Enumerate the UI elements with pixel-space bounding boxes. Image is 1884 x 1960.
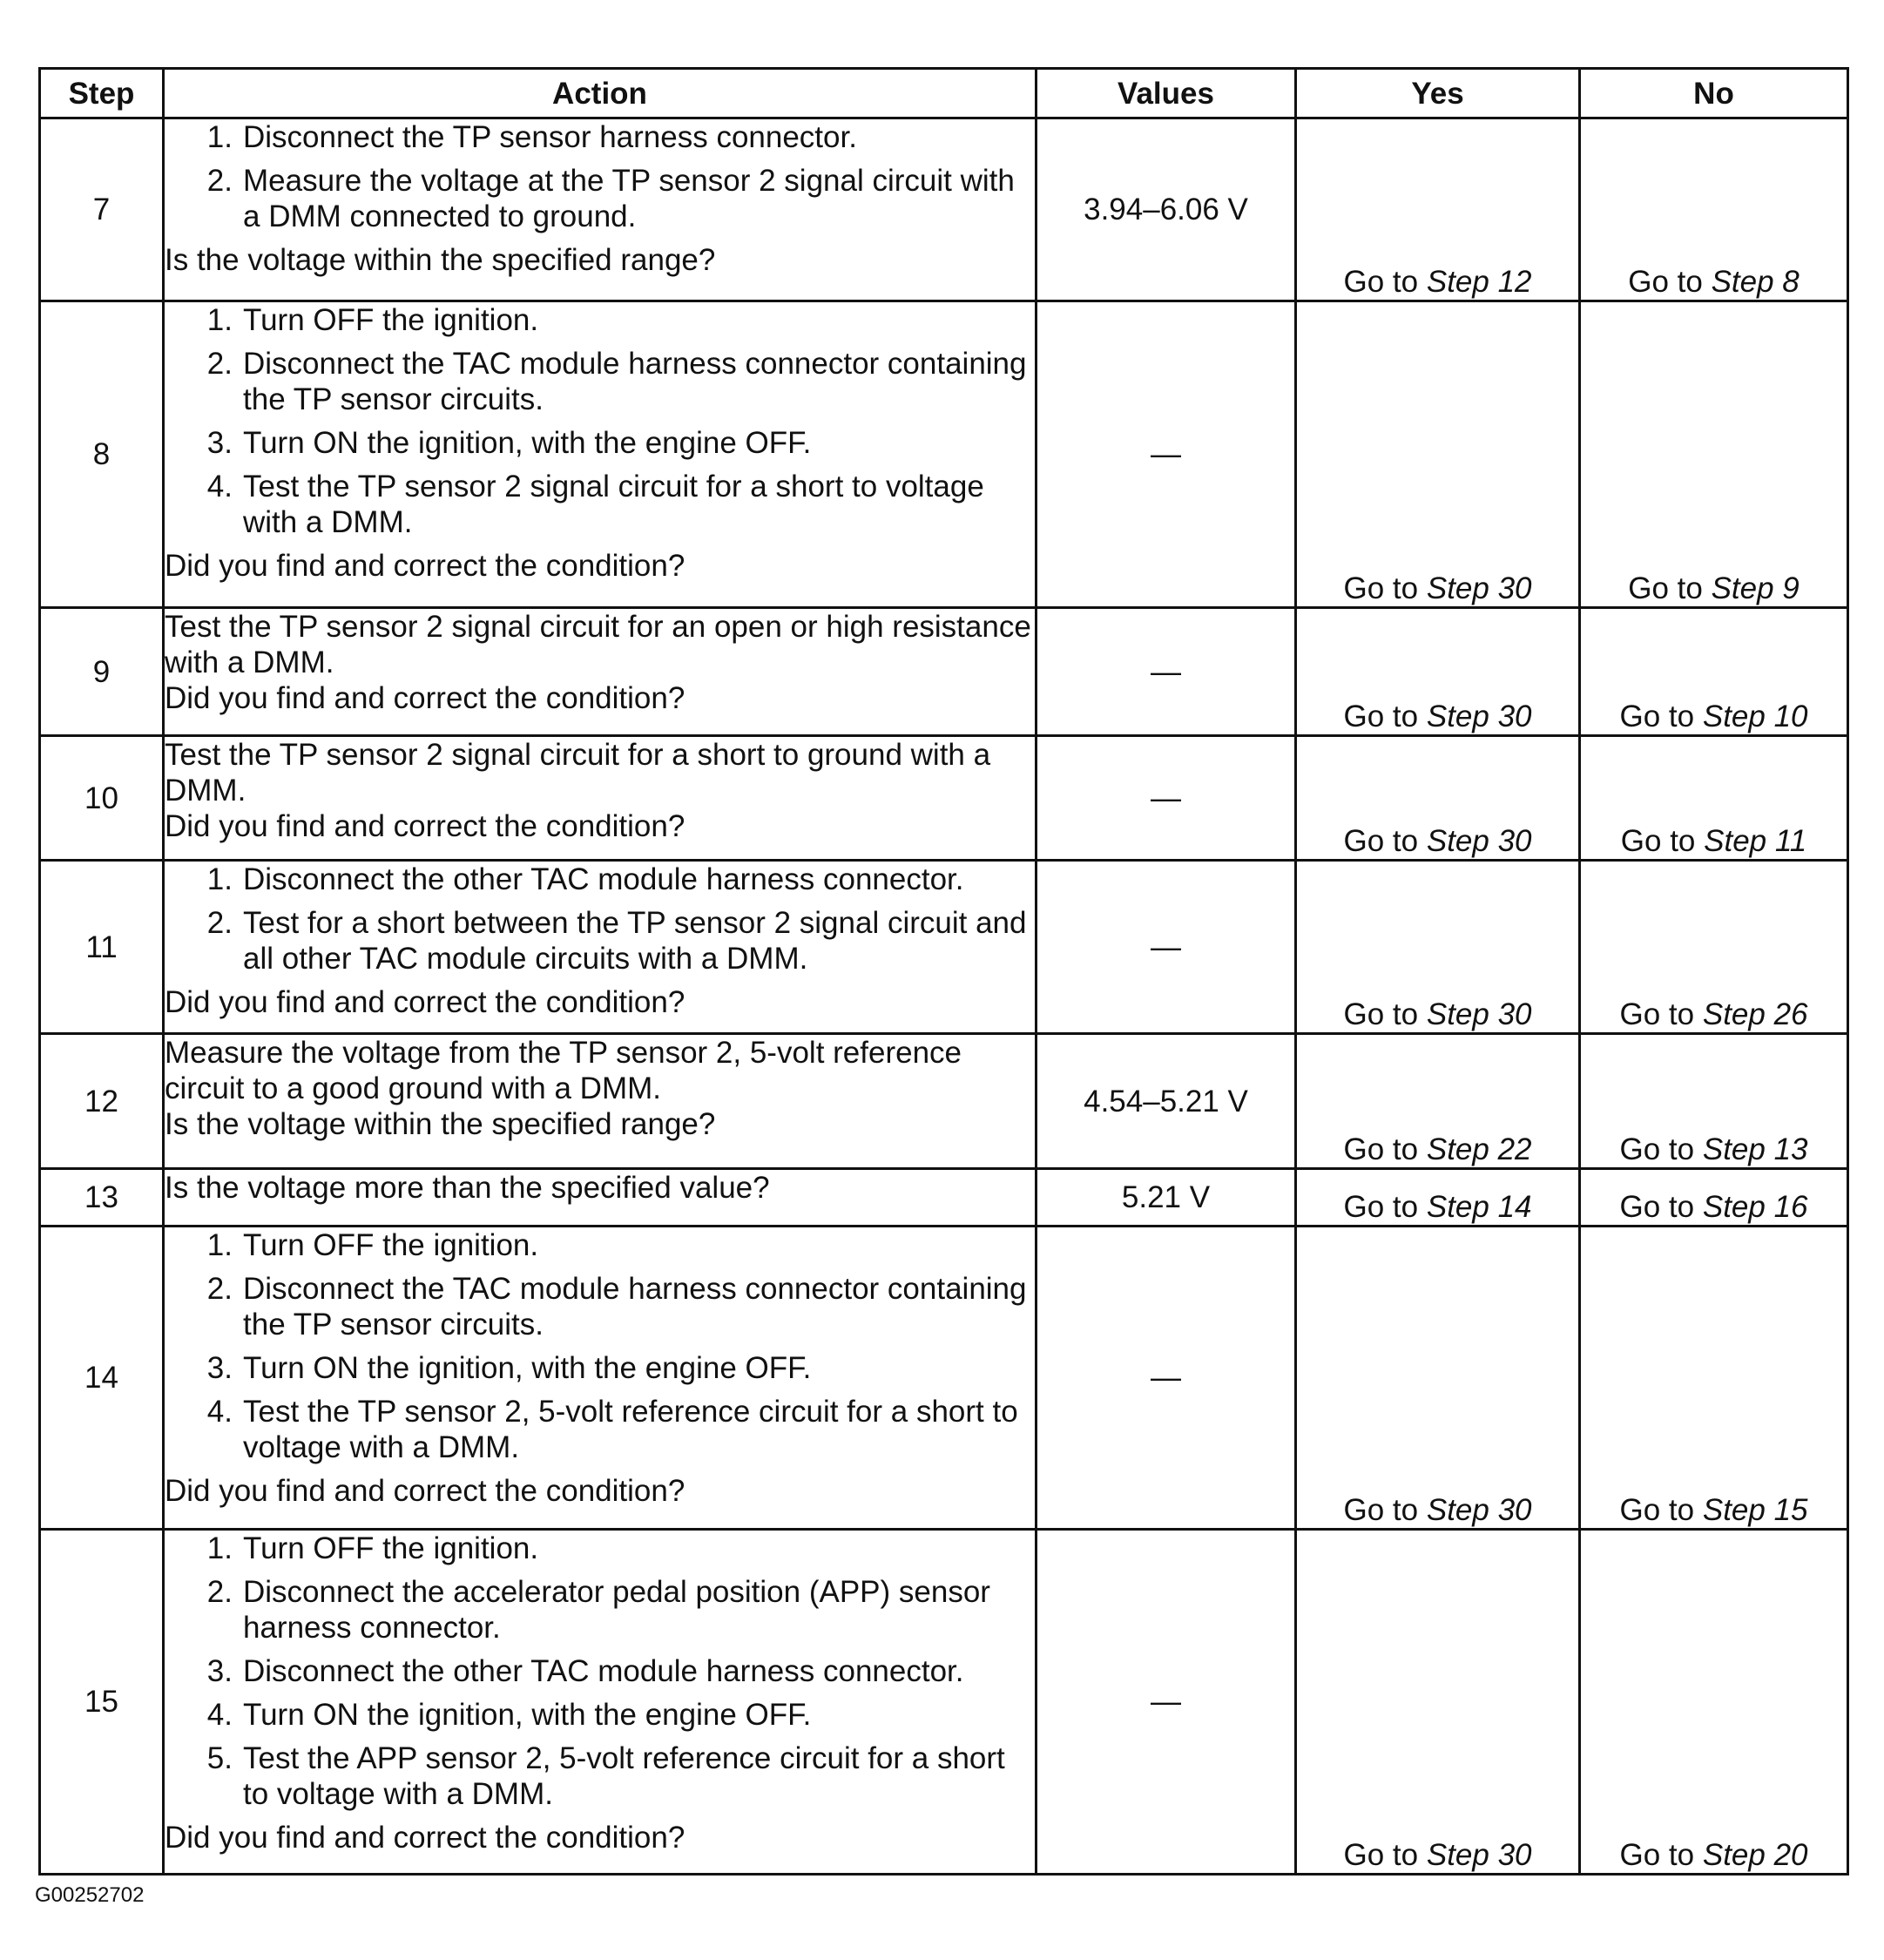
- step-number: 7: [40, 118, 164, 301]
- goto-no: [1628, 571, 1800, 605]
- action-steps-list: [165, 1227, 1035, 1465]
- goto-no: [1620, 997, 1808, 1031]
- no-cell: [1580, 1034, 1848, 1169]
- goto-yes: [1344, 571, 1532, 605]
- action-cell: [164, 1169, 1037, 1227]
- diagnostic-table: [38, 67, 1849, 1876]
- goto-prefix: Go to: [1619, 1838, 1695, 1872]
- action-step-number: 3.: [206, 1351, 233, 1385]
- action-step-text: Test the TP sensor 2 signal circuit for a short to voltage with a DMM.: [243, 470, 984, 539]
- action-step-text: Turn OFF the ignition.: [243, 1531, 539, 1565]
- action-step: [165, 1574, 1035, 1646]
- goto-prefix: Go to: [1343, 265, 1419, 299]
- action-cell: [164, 736, 1037, 861]
- goto-step-ref: Step 16: [1702, 1190, 1808, 1224]
- action-step-text: Turn ON the ignition, with the engine OFF.: [243, 426, 812, 460]
- yes-cell: [1296, 608, 1580, 736]
- action-step-text: Test the APP sensor 2, 5-volt reference circuit for a short to voltage with a DMM.: [243, 1741, 1005, 1811]
- goto-step-ref: Step 8: [1711, 265, 1800, 299]
- goto-prefix: Go to: [1343, 997, 1419, 1031]
- action-step-number: 5.: [206, 1741, 233, 1775]
- action-step: [165, 469, 1035, 540]
- goto-prefix: Go to: [1343, 824, 1419, 858]
- action-steps-list: [165, 862, 1035, 977]
- goto-step-ref: Step 10: [1702, 700, 1808, 733]
- action-question: Did you find and correct the condition?: [165, 681, 685, 715]
- action-step-text: Test for a short between the TP sensor 2 signal circuit and all other TAC module circuits with a DMM.: [243, 906, 1027, 976]
- value-cell: 4.54–5.21 V: [1037, 1034, 1296, 1169]
- step-number: 12: [40, 1034, 164, 1169]
- step-number: 11: [40, 861, 164, 1034]
- action-cell: [164, 1227, 1037, 1530]
- goto-yes: [1344, 1838, 1532, 1872]
- step-number: 14: [40, 1227, 164, 1530]
- goto-step-ref: Step 30: [1426, 1838, 1532, 1872]
- action-step-text: Test the TP sensor 2, 5-volt reference circuit for a short to voltage with a DMM.: [243, 1395, 1018, 1464]
- figure-id: G00252702: [35, 1883, 145, 1907]
- action-step: [165, 1350, 1035, 1386]
- value-cell: —: [1037, 736, 1296, 861]
- goto-prefix: Go to: [1343, 571, 1419, 605]
- goto-prefix: Go to: [1619, 700, 1695, 733]
- goto-step-ref: Step 22: [1426, 1132, 1532, 1166]
- yes-cell: [1296, 118, 1580, 301]
- goto-step-ref: Step 14: [1426, 1190, 1532, 1224]
- goto-step-ref: Step 30: [1426, 997, 1532, 1031]
- header-yes: Yes: [1296, 69, 1580, 118]
- goto-step-ref: Step 30: [1426, 571, 1532, 605]
- goto-step-ref: Step 12: [1426, 265, 1532, 299]
- action-text: Measure the voltage from the TP sensor 2, 5-volt reference circuit to a good ground with a DMM.: [165, 1036, 962, 1105]
- action-cell: [164, 861, 1037, 1034]
- action-step: [165, 1740, 1035, 1812]
- goto-step-ref: Step 20: [1702, 1838, 1808, 1872]
- yes-cell: [1296, 1169, 1580, 1227]
- action-step-text: Disconnect the TAC module harness connector containing the TP sensor circuits.: [243, 347, 1027, 416]
- action-step-text: Disconnect the TP sensor harness connector.: [243, 120, 857, 154]
- goto-prefix: Go to: [1619, 997, 1695, 1031]
- table-row: [40, 118, 1848, 301]
- value-cell: —: [1037, 861, 1296, 1034]
- no-cell: [1580, 608, 1848, 736]
- yes-cell: [1296, 1530, 1580, 1875]
- action-step: [165, 905, 1035, 977]
- action-question: Did you find and correct the condition?: [165, 549, 685, 583]
- action-question: Did you find and correct the condition?: [165, 985, 685, 1019]
- action-steps-list: [165, 302, 1035, 540]
- action-step-text: Turn OFF the ignition.: [243, 303, 539, 337]
- goto-yes: [1344, 1132, 1532, 1166]
- action-step-text: Disconnect the other TAC module harness connector.: [243, 1654, 964, 1688]
- action-cell: [164, 1034, 1037, 1169]
- action-step: [165, 119, 1035, 155]
- goto-step-ref: Step 15: [1702, 1493, 1808, 1527]
- action-step-number: 2.: [206, 906, 233, 940]
- goto-step-ref: Step 11: [1704, 824, 1807, 858]
- action-step-number: 4.: [206, 1395, 233, 1429]
- action-cell: [164, 608, 1037, 736]
- header-action: Action: [164, 69, 1037, 118]
- goto-step-ref: Step 26: [1702, 997, 1808, 1031]
- action-cell: [164, 1530, 1037, 1875]
- header-row: [40, 69, 1848, 118]
- action-step-number: 2.: [206, 347, 233, 381]
- goto-prefix: Go to: [1343, 700, 1419, 733]
- action-step-number: 1.: [206, 303, 233, 337]
- action-cell: [164, 118, 1037, 301]
- action-question: Did you find and correct the condition?: [165, 1474, 685, 1508]
- action-step-number: 2.: [206, 164, 233, 198]
- action-question: Did you find and correct the condition?: [165, 809, 685, 843]
- table-row: [40, 608, 1848, 736]
- goto-prefix: Go to: [1343, 1838, 1419, 1872]
- action-question: Is the voltage within the specified range?: [165, 1107, 716, 1141]
- action-question: Is the voltage within the specified range?: [165, 243, 716, 277]
- goto-prefix: Go to: [1628, 571, 1703, 605]
- action-text: Test the TP sensor 2 signal circuit for an open or high resistance with a DMM.: [165, 610, 1031, 679]
- table-row: [40, 1227, 1848, 1530]
- action-step: [165, 302, 1035, 338]
- no-cell: [1580, 118, 1848, 301]
- goto-no: [1621, 824, 1806, 858]
- goto-no: [1620, 1838, 1808, 1872]
- no-cell: [1580, 861, 1848, 1034]
- value-cell: —: [1037, 1530, 1296, 1875]
- action-question: Is the voltage more than the specified value?: [165, 1171, 770, 1205]
- action-question: Did you find and correct the condition?: [165, 1821, 685, 1855]
- goto-prefix: Go to: [1620, 824, 1696, 858]
- value-cell: —: [1037, 301, 1296, 608]
- action-step: [165, 862, 1035, 897]
- goto-step-ref: Step 13: [1702, 1132, 1808, 1166]
- step-number: 9: [40, 608, 164, 736]
- table-row: [40, 301, 1848, 608]
- action-step-number: 1.: [206, 1531, 233, 1565]
- action-step-text: Turn ON the ignition, with the engine OFF.: [243, 1351, 812, 1385]
- header-values: Values: [1037, 69, 1296, 118]
- step-number: 15: [40, 1530, 164, 1875]
- goto-no: [1620, 1493, 1808, 1527]
- action-step: [165, 425, 1035, 461]
- yes-cell: [1296, 301, 1580, 608]
- value-cell: —: [1037, 608, 1296, 736]
- goto-yes: [1344, 997, 1532, 1031]
- action-step-text: Disconnect the TAC module harness connector containing the TP sensor circuits.: [243, 1272, 1027, 1342]
- action-step-text: Measure the voltage at the TP sensor 2 signal circuit with a DMM connected to ground.: [243, 164, 1015, 233]
- goto-prefix: Go to: [1619, 1493, 1695, 1527]
- goto-yes: [1344, 1493, 1532, 1527]
- action-step-number: 1.: [206, 1228, 233, 1262]
- step-number: 13: [40, 1169, 164, 1227]
- action-steps-list: [165, 1531, 1035, 1812]
- action-step-number: 3.: [206, 1654, 233, 1688]
- no-cell: [1580, 1227, 1848, 1530]
- action-step-number: 4.: [206, 470, 233, 504]
- action-step: [165, 163, 1035, 234]
- action-step-number: 4.: [206, 1698, 233, 1732]
- no-cell: [1580, 1530, 1848, 1875]
- action-step-text: Turn ON the ignition, with the engine OFF.: [243, 1698, 812, 1732]
- yes-cell: [1296, 1227, 1580, 1530]
- action-step: [165, 1653, 1035, 1689]
- no-cell: [1580, 1169, 1848, 1227]
- action-cell: [164, 301, 1037, 608]
- action-step: [165, 1271, 1035, 1342]
- header-no: No: [1580, 69, 1848, 118]
- goto-step-ref: Step 30: [1426, 700, 1532, 733]
- goto-prefix: Go to: [1343, 1493, 1419, 1527]
- action-step-number: 2.: [206, 1575, 233, 1609]
- goto-no: [1620, 1190, 1808, 1224]
- goto-prefix: Go to: [1343, 1190, 1419, 1224]
- goto-no: [1620, 1132, 1808, 1166]
- goto-no: [1628, 265, 1800, 299]
- table-row: [40, 736, 1848, 861]
- action-step: [165, 1697, 1035, 1733]
- yes-cell: [1296, 1034, 1580, 1169]
- no-cell: [1580, 736, 1848, 861]
- action-step-text: Turn OFF the ignition.: [243, 1228, 539, 1262]
- value-cell: 3.94–6.06 V: [1037, 118, 1296, 301]
- value-cell: 5.21 V: [1037, 1169, 1296, 1227]
- action-step-number: 1.: [206, 862, 233, 896]
- table-row: [40, 861, 1848, 1034]
- goto-yes: [1344, 700, 1532, 733]
- action-step: [165, 1394, 1035, 1465]
- table-row: [40, 1530, 1848, 1875]
- action-steps-list: [165, 119, 1035, 234]
- value-cell: —: [1037, 1227, 1296, 1530]
- goto-prefix: Go to: [1619, 1190, 1695, 1224]
- no-cell: [1580, 301, 1848, 608]
- goto-prefix: Go to: [1628, 265, 1703, 299]
- yes-cell: [1296, 861, 1580, 1034]
- action-step: [165, 1227, 1035, 1263]
- action-step-number: 3.: [206, 426, 233, 460]
- goto-yes: [1344, 1190, 1532, 1224]
- yes-cell: [1296, 736, 1580, 861]
- goto-prefix: Go to: [1619, 1132, 1695, 1166]
- goto-yes: [1344, 265, 1532, 299]
- step-number: 8: [40, 301, 164, 608]
- step-number: 10: [40, 736, 164, 861]
- action-text: Test the TP sensor 2 signal circuit for a short to ground with a DMM.: [165, 738, 991, 808]
- action-step: [165, 1531, 1035, 1566]
- header-step: Step: [40, 69, 164, 118]
- action-step-number: 1.: [206, 120, 233, 154]
- goto-no: [1620, 700, 1808, 733]
- table-row: [40, 1169, 1848, 1227]
- table-row: [40, 1034, 1848, 1169]
- action-step: [165, 346, 1035, 417]
- goto-step-ref: Step 30: [1426, 1493, 1532, 1527]
- action-step-number: 2.: [206, 1272, 233, 1306]
- goto-step-ref: Step 30: [1426, 824, 1532, 858]
- action-step-text: Disconnect the accelerator pedal position (APP) sensor harness connector.: [243, 1575, 990, 1645]
- goto-prefix: Go to: [1343, 1132, 1419, 1166]
- goto-yes: [1344, 824, 1532, 858]
- goto-step-ref: Step 9: [1711, 571, 1800, 605]
- action-step-text: Disconnect the other TAC module harness connector.: [243, 862, 964, 896]
